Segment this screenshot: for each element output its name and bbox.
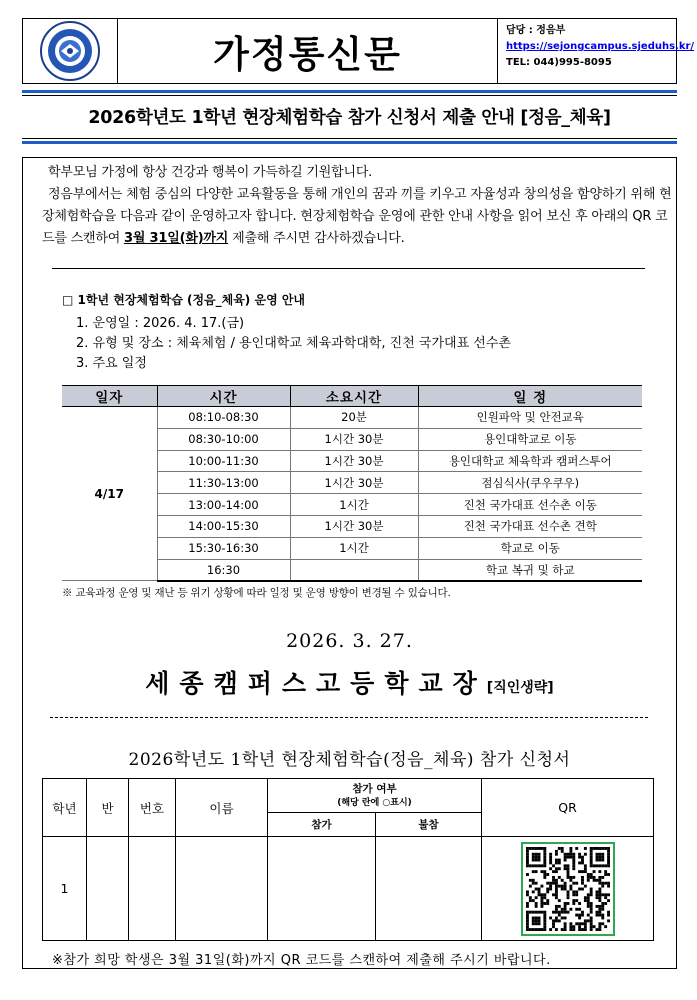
- participation-label: 참가 여부: [352, 782, 397, 795]
- intro-line-2: [42, 184, 672, 250]
- main-title: 2026학년도 1학년 현장체험학습 참가 신청서 제출 안내 [정음_체육]: [88, 108, 611, 128]
- cell-time: 16:30: [157, 559, 290, 581]
- cell-event: 점심식사(쿠우쿠우): [418, 472, 642, 494]
- school-url-link[interactable]: https://sejongcampus.sjeduhs.kr/: [506, 41, 695, 52]
- cell-event: 인원파악 및 안전교육: [418, 407, 642, 429]
- seal-omitted: [직인생략]: [486, 680, 554, 696]
- principal-signature: [22, 664, 677, 700]
- cell-time: 11:30-13:00: [157, 472, 290, 494]
- cell-name[interactable]: [176, 837, 268, 941]
- school-name: 세종캠퍼스고등학교장: [145, 669, 487, 698]
- contact-label: 담당 : 정음부: [506, 25, 566, 36]
- cell-class[interactable]: [87, 837, 129, 941]
- cell-time: 13:00-14:00: [157, 494, 290, 516]
- schedule-day: 4/17: [62, 407, 157, 581]
- form-title: 2026학년도 1학년 현장체험학습(정음_체육) 참가 신청서: [128, 750, 571, 770]
- section-heading: □ 1학년 현장체험학습 (정음_체육) 운영 안내: [62, 293, 306, 307]
- info-item-place: 2. 유형 및 장소 : 체육체험 / 용인대학교 체육과학대학, 진천 국가대표 선수촌: [76, 336, 511, 351]
- cell-duration: 1시간: [290, 494, 418, 516]
- schedule-table: [62, 385, 642, 582]
- intro-text: [42, 162, 672, 250]
- header-time: 시간: [157, 386, 290, 407]
- cell-time: 14:00-15:30: [157, 515, 290, 537]
- newsletter-header: [22, 18, 695, 84]
- header-duration: 소요시간: [290, 386, 418, 407]
- cell-qr: [482, 837, 654, 941]
- cell-event: 학교로 이동: [418, 537, 642, 559]
- separator-line: [52, 268, 645, 269]
- col-qr: QR: [482, 779, 654, 837]
- newsletter-title: 가정통신문: [118, 19, 498, 83]
- cell-number[interactable]: [129, 837, 176, 941]
- schedule-header-row: [62, 386, 642, 407]
- info-item-schedule: 3. 주요 일정: [76, 356, 147, 371]
- col-class: 반: [87, 779, 129, 837]
- info-item-date: 1. 운영일 : 2026. 4. 17.(금): [76, 316, 245, 331]
- contact-info: [498, 19, 695, 83]
- participation-hint: (해당 란에 ○표시): [337, 797, 412, 808]
- title-bottom-rule: [22, 141, 677, 144]
- cell-time: 10:00-11:30: [157, 450, 290, 472]
- info-list: [76, 314, 511, 374]
- cell-event: 진천 국가대표 선수촌 이동: [418, 494, 642, 516]
- title-top-rule-thin: [22, 95, 677, 96]
- cell-duration: 1시간 30분: [290, 450, 418, 472]
- table-row: [62, 407, 642, 429]
- cell-duration: 1시간: [290, 537, 418, 559]
- col-attend: 참가: [268, 813, 376, 837]
- col-number: 번호: [129, 779, 176, 837]
- title-top-rule: [22, 90, 677, 93]
- application-table: [42, 778, 654, 941]
- col-participation: [268, 779, 482, 813]
- cell-event: 진천 국가대표 선수촌 견학: [418, 515, 642, 537]
- qr-code-icon[interactable]: [526, 847, 610, 931]
- change-notice: ※ 교육과정 운영 및 재난 등 위기 상황에 따라 일정 및 운영 방향이 변경될 수 있습니다.: [62, 587, 451, 599]
- col-grade: 학년: [43, 779, 87, 837]
- cell-time: 08:30-10:00: [157, 428, 290, 450]
- cut-line: [50, 717, 648, 718]
- cell-event: 학교 복귀 및 하교: [418, 559, 642, 581]
- deadline-highlight: 3월 31일(화)까지: [124, 231, 229, 246]
- header-day: 일자: [62, 386, 157, 407]
- qr-frame: [521, 842, 615, 936]
- intro-body: 정음부에서는 체험 중심의 다양한 교육활동을 통해 개인의 꿈과 끼를 키우고 자율성과 창의성을 함양하기 위해 현장체험학습을 다음과 같이 운영하고자 합니다. 현장체험학습 운영에 관한 안내 사항을 읽어 보신 후 아래의 QR 코드를 스캔하여: [42, 187, 672, 246]
- col-name: 이름: [176, 779, 268, 837]
- contact-tel: TEL: 044)995-8095: [506, 57, 612, 68]
- cell-absent[interactable]: [376, 837, 482, 941]
- school-logo: [23, 19, 118, 83]
- title-bottom-rule-thin: [22, 138, 677, 139]
- footnote: ※참가 희망 학생은 3월 31일(화)까지 QR 코드를 스캔하여 제출해 주시기 바랍니다.: [52, 953, 551, 968]
- cell-event: 용인대학교 체육학과 캠퍼스투어: [418, 450, 642, 472]
- issue-date: 2026. 3. 27.: [286, 630, 413, 652]
- intro-line-1: 학부모님 가정에 항상 건강과 행복이 가득하길 기원합니다.: [48, 165, 373, 180]
- cell-grade: 1: [43, 837, 87, 941]
- cell-duration: 1시간 30분: [290, 472, 418, 494]
- col-absent: 불참: [376, 813, 482, 837]
- cell-time: 08:10-08:30: [157, 407, 290, 429]
- cell-attend[interactable]: [268, 837, 376, 941]
- cell-time: 15:30-16:30: [157, 537, 290, 559]
- cell-duration: 20분: [290, 407, 418, 429]
- cell-duration: 1시간 30분: [290, 515, 418, 537]
- table-row: [43, 837, 654, 941]
- school-emblem-icon: [39, 20, 101, 82]
- cell-duration: [290, 559, 418, 581]
- header-event: 일 정: [418, 386, 642, 407]
- cell-duration: 1시간 30분: [290, 428, 418, 450]
- cell-event: 용인대학교로 이동: [418, 428, 642, 450]
- intro-closing: 제출해 주시면 감사하겠습니다.: [228, 231, 405, 246]
